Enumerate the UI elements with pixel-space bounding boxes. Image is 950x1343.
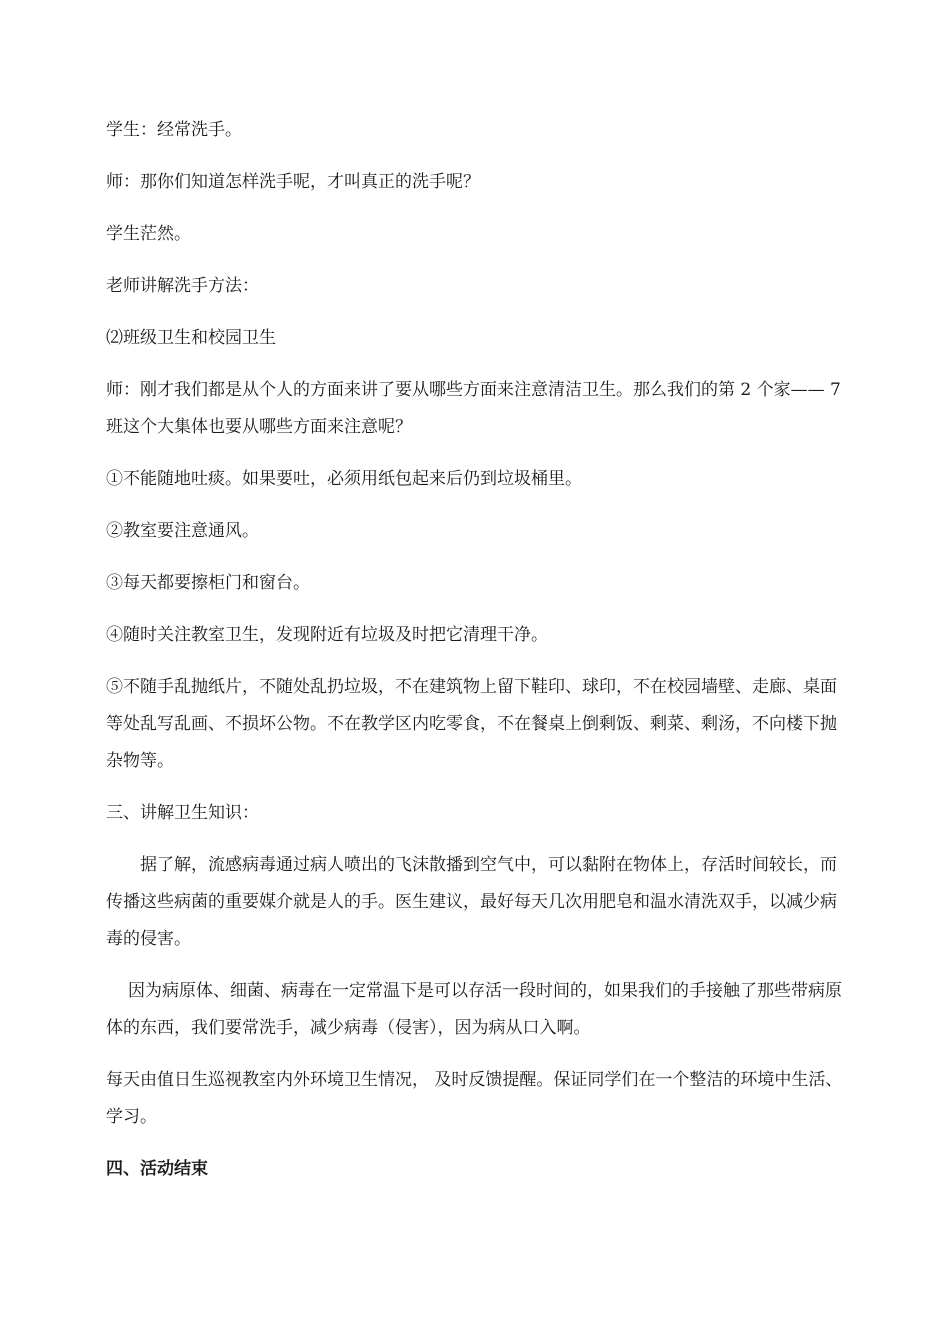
- list-item-2: ②教室要注意通风。: [106, 521, 259, 541]
- paragraph-student-confused: 学生茫然。: [106, 224, 191, 244]
- document-body: [106, 112, 848, 1188]
- paragraph-pathogens: 因为病原体、细菌、病毒在一定常温下是可以存活一段时间的，如果我们的手接触了那些带病原体的东西，我们要常洗手，减少病毒（侵害），因为病从口入啊。: [106, 981, 842, 1038]
- paragraph-duty-student: 每天由值日生巡视教室内外环境卫生情况， 及时反馈提醒。保证同学们在一个整洁的环境中生活、学习。: [106, 1070, 843, 1127]
- paragraph-teacher-question: 师：那你们知道怎样洗手呢，才叫真正的洗手呢？: [106, 172, 480, 192]
- paragraph-teacher-explains: 老师讲解洗手方法：: [106, 276, 259, 296]
- list-item-1: ①不能随地吐痰。如果要吐，必须用纸包起来后仍到垃圾桶里。: [106, 469, 582, 489]
- list-item-5: ⑤不随手乱抛纸片，不随处乱扔垃圾，不在建筑物上留下鞋印、球印，不在校园墙壁、走廊、桌面等处乱写乱画、不损坏公物。不在教学区内吃零食，不在餐桌上倒剩饭、剩菜、剩汤，不向楼下抛杂物等。: [106, 677, 837, 771]
- list-item-4: ④随时关注教室卫生，发现附近有垃圾及时把它清理干净。: [106, 625, 548, 645]
- paragraph-student-answer: 学生：经常洗手。: [106, 120, 242, 140]
- paragraph-teacher-class-question: 师：刚才我们都是从个人的方面来讲了要从哪些方面来注意清洁卫生。那么我们的第 2 个家—— 7 班这个大集体也要从哪些方面来注意呢？: [106, 380, 841, 437]
- section-heading-activity-end: 四、活动结束: [106, 1159, 208, 1179]
- paragraph-section-class-hygiene: ⑵班级卫生和校园卫生: [106, 328, 276, 348]
- list-item-3: ③每天都要擦柜门和窗台。: [106, 573, 310, 593]
- paragraph-flu-virus: 据了解，流感病毒通过病人喷出的飞沫散播到空气中，可以黏附在物体上，存活时间较长，而传播这些病菌的重要媒介就是人的手。医生建议，最好每天几次用肥皂和温水清洗双手，以减少病毒的侵害。: [106, 855, 837, 949]
- section-heading-hygiene-knowledge: 三、讲解卫生知识：: [106, 803, 259, 823]
